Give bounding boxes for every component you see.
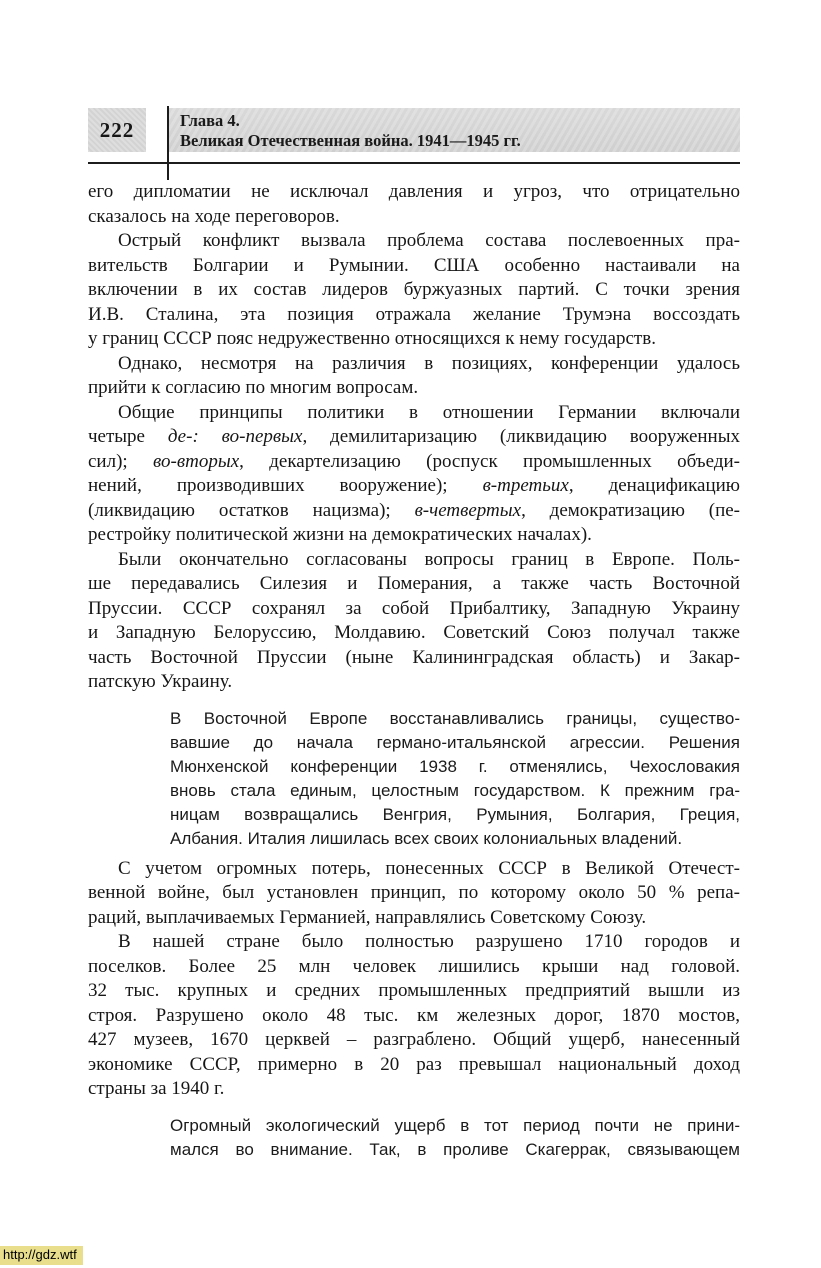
paragraph xyxy=(88,930,740,1102)
text-line: поселков. Более 25 млн человек лишились крыши над головой. xyxy=(88,955,740,977)
paragraph xyxy=(88,229,740,352)
text-line: вительств Болгарии и Румынии. США особенно настаивали на xyxy=(88,254,740,276)
text-line: Были окончательно согласованы вопросы границ в Европе. Поль- xyxy=(118,548,740,570)
text-line: рестройку политической жизни на демократических началах). xyxy=(88,524,592,545)
text-line: Огромный экологический ущерб в тот период почти не прини- xyxy=(170,1115,740,1135)
chapter-heading xyxy=(168,108,740,152)
header-gap xyxy=(146,106,168,154)
text-line: мался во внимание. Так, в проливе Скагеррак, связывающем xyxy=(170,1139,740,1159)
text-line: В нашей стране было полностью разрушено 1710 городов и xyxy=(118,931,740,952)
text-line: вавшие до начала германо-итальянской агрессии. Решения xyxy=(170,732,740,752)
note-block xyxy=(170,707,740,851)
text-line: С учетом огромных потерь, понесенных СССР в Великой Отечест- xyxy=(118,857,740,879)
text-line: часть Восточной Пруссии (ныне Калининградская область) и Закар- xyxy=(88,646,740,668)
text-line: страны за 1940 г. xyxy=(88,1078,225,1099)
text-line: Пруссии. СССР сохранял за собой Прибалтику, Западную Украину xyxy=(88,597,740,619)
text-line: ше передавались Силезия и Померания, а также часть Восточной xyxy=(88,573,740,594)
text-line: Албания. Италия лишилась всех своих колониальных владений. xyxy=(170,828,683,848)
paragraph xyxy=(88,180,740,229)
text-line: В Восточной Европе восстанавливались границы, существо- xyxy=(170,708,740,728)
page-number: 222 xyxy=(88,108,146,152)
text-line: сил); во-вторых, декартелизацию (роспуск промышленных объеди- xyxy=(88,450,740,472)
text-line: сказалось на ходе переговоров. xyxy=(88,205,340,227)
text-line: строя. Разрушено около 48 тыс. км железных дорог, 1870 мостов, xyxy=(88,1004,740,1026)
header-vertical-rule xyxy=(167,106,169,180)
text-line: раций, выплачиваемых Германией, направлялись Советскому Союзу. xyxy=(88,906,647,928)
paragraph xyxy=(88,548,740,695)
text-line: нений, производивших вооружение); в-третьих, денацификацию xyxy=(88,475,740,496)
page-body xyxy=(88,180,740,1162)
chapter-title: Великая Отечественная война. 1941—1945 гг. xyxy=(180,131,521,150)
chapter-label: Глава 4. xyxy=(180,111,240,130)
text-line: включении в их состав лидеров буржуазных партий. С точки зрения xyxy=(88,279,740,300)
note-block xyxy=(170,1114,740,1162)
paragraph xyxy=(88,401,740,548)
watermark-link[interactable]: http://gdz.wtf xyxy=(0,1246,83,1265)
text-line: экономике СССР, примерно в 20 раз превышал национальный доход xyxy=(88,1053,740,1075)
text-line: Однако, несмотря на различия в позициях, конференции удалось xyxy=(118,352,740,374)
text-line: (ликвидацию остатков нацизма); в-четвертых, демократизацию (пе- xyxy=(88,499,740,521)
text-line: Острый конфликт вызвала проблема состава послевоенных пра- xyxy=(118,230,740,251)
paragraph xyxy=(88,352,740,401)
text-line: и Западную Белоруссию, Молдавию. Советский Союз получал также xyxy=(88,622,740,643)
text-line: Мюнхенской конференции 1938 г. отменялись, Чехословакия xyxy=(170,756,740,776)
text-line: ницам возвращались Венгрия, Румыния, Болгария, Греция, xyxy=(170,804,740,824)
text-line: вновь стала единым, целостным государством. К прежним гра- xyxy=(170,780,740,800)
text-line: его дипломатии не исключал давления и угроз, что отрицательно xyxy=(88,181,740,202)
text-line: 32 тыс. крупных и средних промышленных предприятий вышли из xyxy=(88,980,740,1001)
text-line: у границ СССР пояс недружественно относящихся к нему государств. xyxy=(88,328,656,349)
text-line: четыре де-: во-первых, демилитаризацию (ликвидацию вооруженных xyxy=(88,426,740,447)
page-header xyxy=(88,106,740,154)
paragraph xyxy=(88,857,740,931)
text-line: И.В. Сталина, эта позиция отражала желание Трумэна воссоздать xyxy=(88,303,740,325)
header-horizontal-rule xyxy=(88,162,740,164)
text-line: патскую Украину. xyxy=(88,671,233,692)
text-line: венной войне, был установлен принцип, по которому около 50 % репа- xyxy=(88,882,740,903)
text-line: прийти к согласию по многим вопросам. xyxy=(88,377,419,398)
text-line: Общие принципы политики в отношении Германии включали xyxy=(118,401,740,423)
text-line: 427 музеев, 1670 церквей – разграблено. Общий ущерб, нанесенный xyxy=(88,1029,740,1050)
